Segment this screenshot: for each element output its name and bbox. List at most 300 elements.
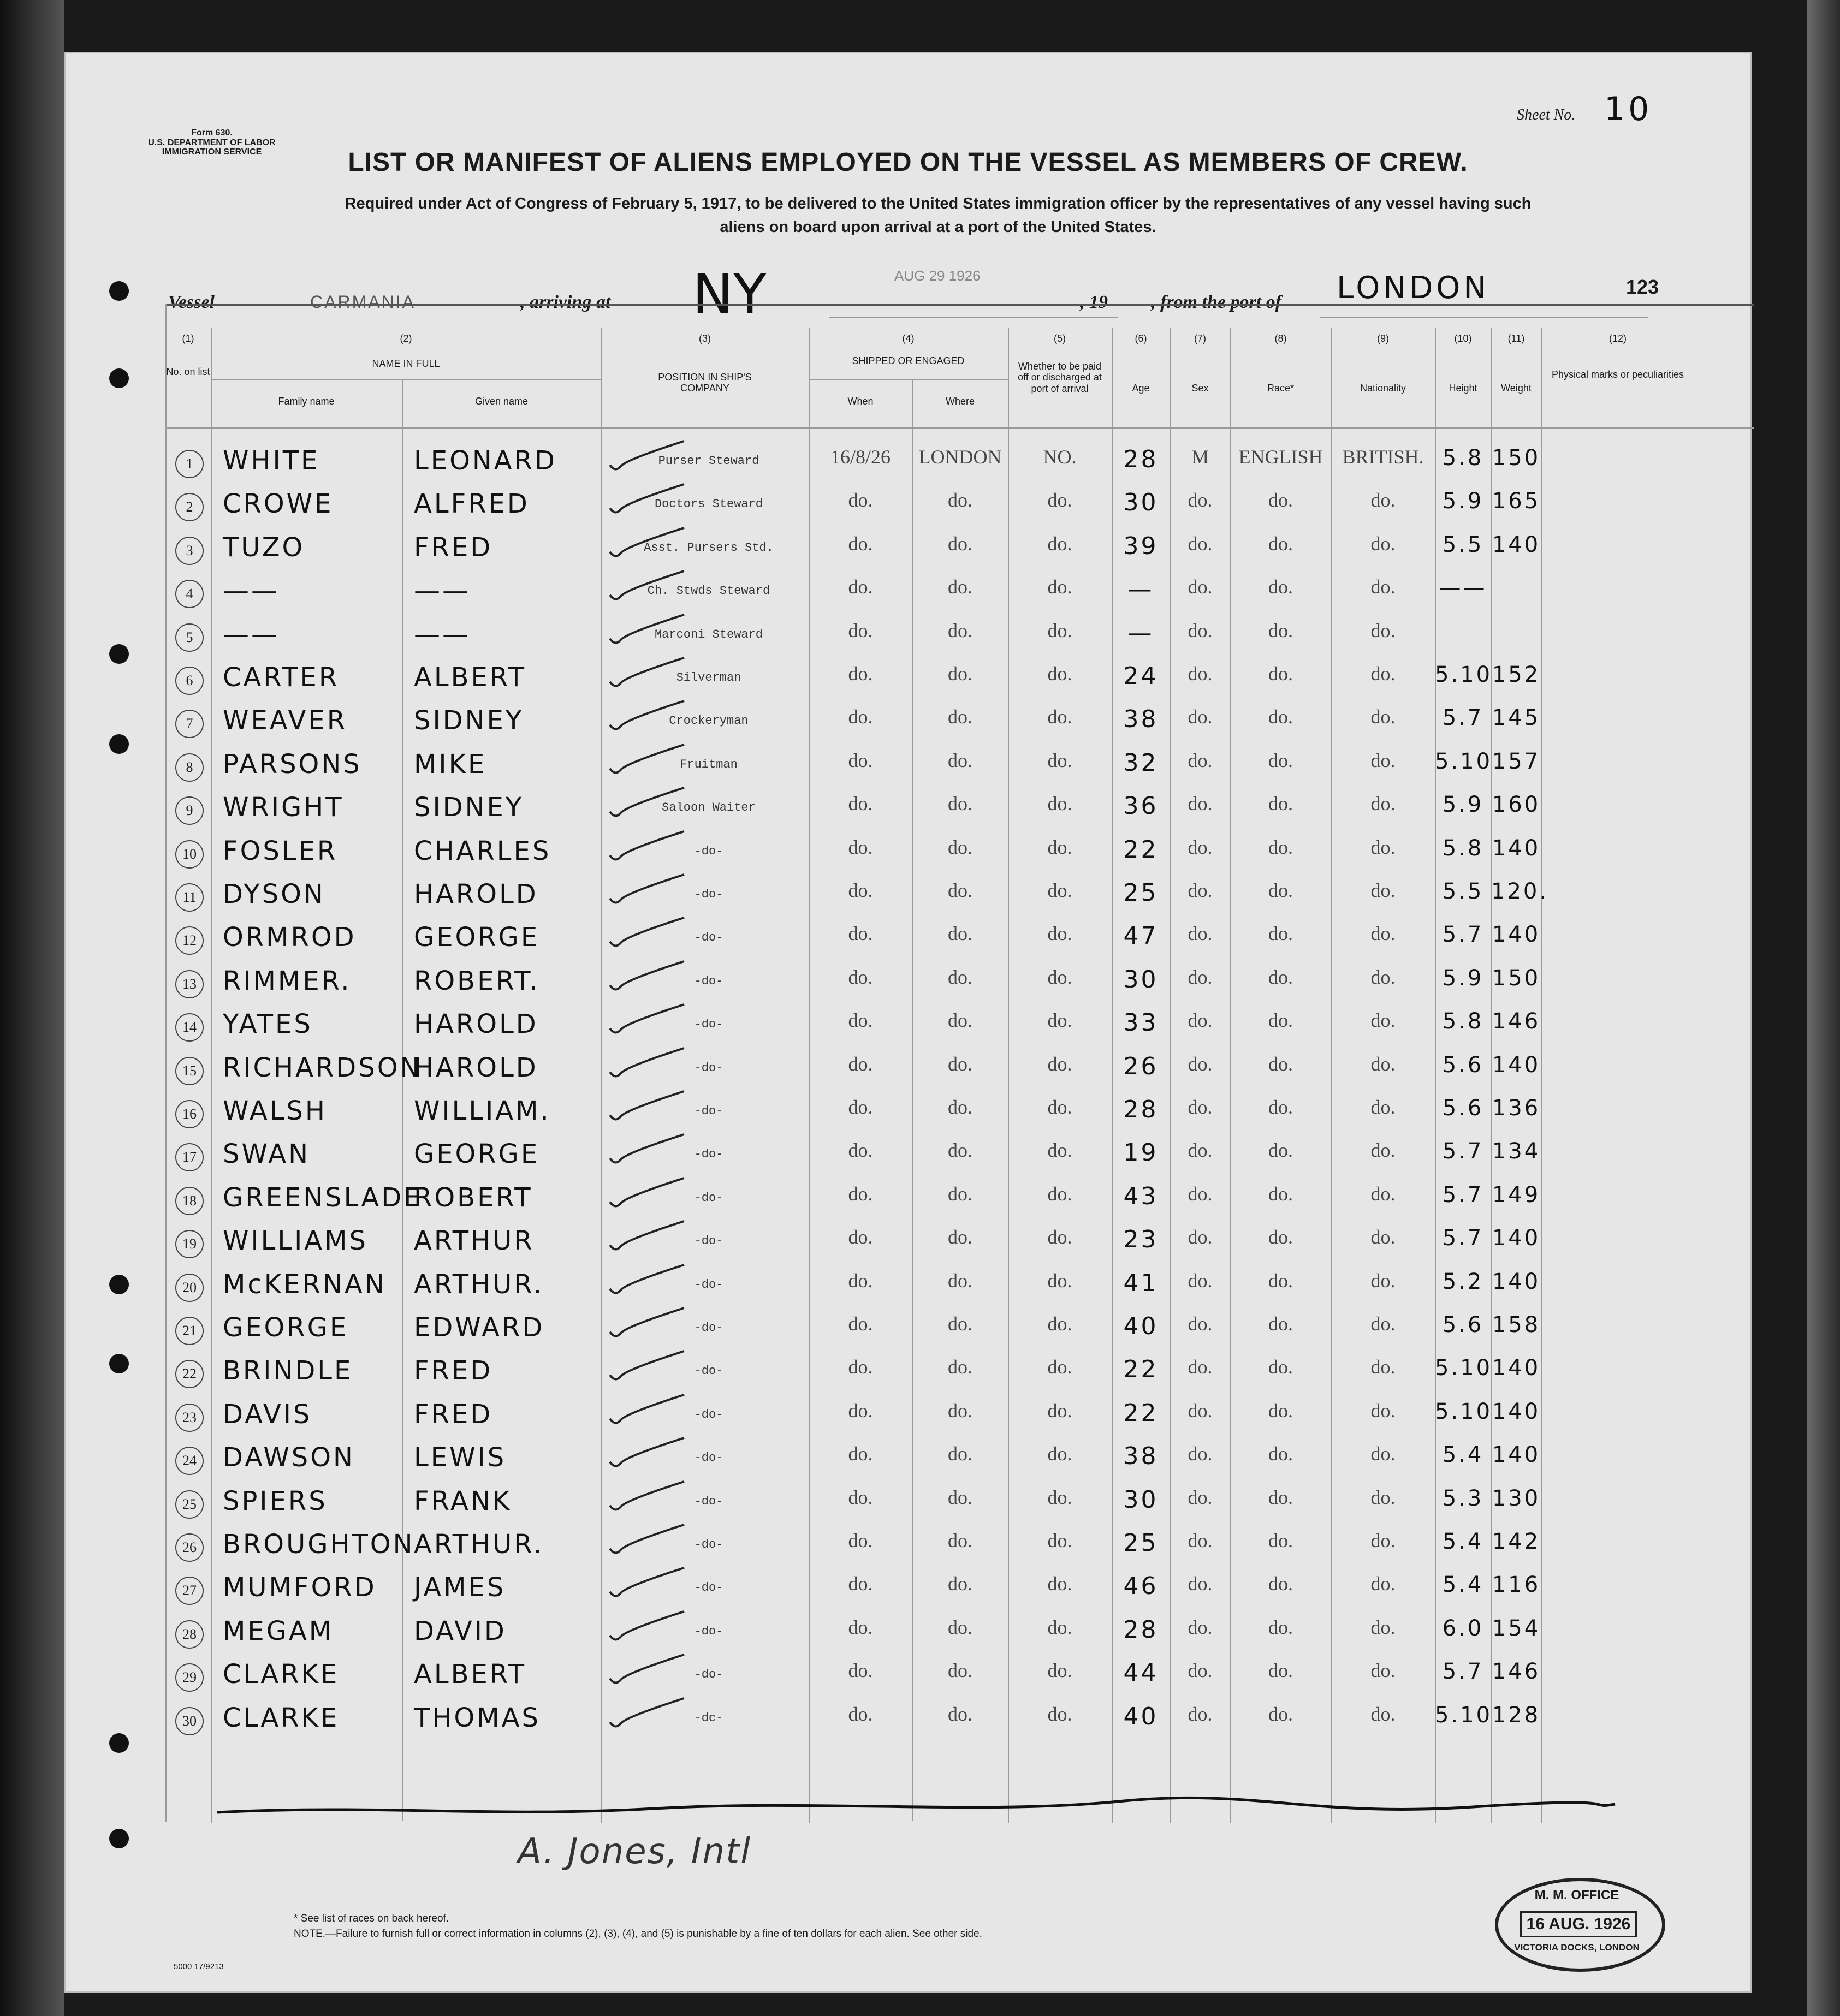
closing-line bbox=[217, 1788, 1615, 1831]
paid-off: do. bbox=[1047, 1399, 1072, 1422]
family-name: WHITE bbox=[223, 445, 320, 476]
col-header-name: NAME IN FULL bbox=[372, 358, 440, 369]
stamp-office: M. M. OFFICE bbox=[1534, 1888, 1619, 1902]
sex: do. bbox=[1188, 1182, 1213, 1205]
given-name: SIDNEY bbox=[414, 792, 524, 823]
race: do. bbox=[1268, 1226, 1293, 1248]
check-mark bbox=[608, 914, 690, 953]
shipped-where: do. bbox=[948, 1703, 972, 1725]
crew-row bbox=[64, 832, 1752, 876]
sex: do. bbox=[1188, 1616, 1213, 1638]
stamp-location: VICTORIA DOCKS, LONDON bbox=[1514, 1942, 1640, 1953]
form-number: Form 630. bbox=[191, 128, 233, 138]
age: 33 bbox=[1123, 1009, 1159, 1037]
race: do. bbox=[1268, 1660, 1293, 1682]
position: -do- bbox=[694, 1061, 723, 1075]
shipped-where: do. bbox=[948, 749, 972, 771]
nationality: do. bbox=[1370, 749, 1396, 771]
col-header-given: Given name bbox=[474, 396, 529, 407]
col3-number: (3) bbox=[699, 333, 711, 344]
family-name: FOSLER bbox=[223, 835, 338, 866]
shipped-when: do. bbox=[848, 836, 873, 858]
family-name: CLARKE bbox=[223, 1659, 340, 1690]
list-number: 23 bbox=[175, 1404, 204, 1432]
shipped-when: do. bbox=[848, 879, 873, 901]
sex: do. bbox=[1188, 1399, 1213, 1422]
check-mark bbox=[608, 1348, 690, 1386]
crew-row bbox=[64, 659, 1752, 702]
given-name: CHARLES bbox=[414, 835, 551, 866]
list-number: 24 bbox=[175, 1447, 204, 1475]
family-name: DYSON bbox=[223, 879, 325, 909]
height: 5.8 bbox=[1442, 1009, 1484, 1034]
paid-off: NO. bbox=[1043, 446, 1077, 468]
race: do. bbox=[1268, 923, 1293, 945]
check-mark bbox=[608, 1305, 690, 1343]
height: 5.3 bbox=[1442, 1485, 1484, 1511]
nationality: do. bbox=[1370, 1269, 1396, 1292]
check-mark bbox=[608, 1045, 690, 1083]
position: Ch. Stwds Steward bbox=[647, 584, 770, 598]
shipped-where: do. bbox=[948, 1269, 972, 1292]
sex: do. bbox=[1188, 1486, 1213, 1508]
list-number: 18 bbox=[175, 1187, 204, 1215]
col8-number: (8) bbox=[1274, 333, 1287, 344]
col-header-paid-off: Whether to be paid off or discharged at port of arrival bbox=[1018, 360, 1102, 395]
weight: 146 bbox=[1492, 1009, 1541, 1034]
list-number: 7 bbox=[175, 710, 204, 738]
paid-off: do. bbox=[1047, 793, 1072, 815]
sex: do. bbox=[1188, 706, 1213, 728]
weight: 120. bbox=[1491, 879, 1549, 904]
race: do. bbox=[1268, 1096, 1293, 1118]
shipped-when: do. bbox=[848, 532, 873, 555]
list-number: 8 bbox=[175, 753, 204, 782]
paid-off: do. bbox=[1047, 1009, 1072, 1032]
paid-off: do. bbox=[1047, 576, 1072, 598]
list-number: 12 bbox=[175, 926, 204, 955]
crew-row bbox=[64, 962, 1752, 1006]
weight: 165 bbox=[1492, 489, 1541, 514]
col12-number: (12) bbox=[1608, 333, 1627, 344]
sheet-number: 10 bbox=[1604, 90, 1653, 128]
nationality: do. bbox=[1370, 619, 1396, 641]
shipped-when: do. bbox=[848, 1313, 873, 1335]
family-name: CARTER bbox=[223, 662, 340, 693]
race: do. bbox=[1268, 879, 1293, 901]
nationality: do. bbox=[1370, 706, 1396, 728]
race: do. bbox=[1268, 749, 1293, 771]
nationality: do. bbox=[1370, 1573, 1396, 1595]
list-number: 3 bbox=[175, 537, 204, 565]
height: 5.10 bbox=[1435, 748, 1493, 774]
race: do. bbox=[1268, 532, 1293, 555]
sex: do. bbox=[1188, 923, 1213, 945]
height: 5.7 bbox=[1442, 1226, 1484, 1251]
shipped-when: do. bbox=[848, 749, 873, 771]
age: 28 bbox=[1123, 1615, 1159, 1644]
subtitle-line-1: Required under Act of Congress of February 5, 1917, to be delivered to the United States immigration officer by the representatives of any vessel having such bbox=[345, 195, 1532, 212]
position: -do- bbox=[694, 844, 723, 858]
height: 5.2 bbox=[1442, 1269, 1484, 1294]
race: do. bbox=[1268, 966, 1293, 988]
height: 5.10 bbox=[1435, 1399, 1493, 1424]
position: -do- bbox=[694, 1494, 723, 1508]
from-port-label: , from the port of bbox=[1151, 292, 1281, 312]
weight: 150 bbox=[1492, 445, 1541, 471]
paid-off: do. bbox=[1047, 1703, 1072, 1725]
crew-row bbox=[64, 1006, 1752, 1049]
shipped-when: do. bbox=[848, 1096, 873, 1118]
col2-number: (2) bbox=[400, 333, 412, 344]
crew-row bbox=[64, 1049, 1752, 1092]
age: 32 bbox=[1123, 748, 1159, 777]
nationality: do. bbox=[1370, 1399, 1396, 1422]
shipped-where: do. bbox=[948, 1443, 972, 1465]
family-name: PARSONS bbox=[223, 748, 362, 780]
check-mark bbox=[608, 1521, 690, 1560]
race: do. bbox=[1268, 663, 1293, 685]
list-number: 14 bbox=[175, 1013, 204, 1042]
position: -do- bbox=[694, 888, 723, 901]
height: 5.6 bbox=[1442, 1312, 1484, 1337]
nationality: do. bbox=[1370, 879, 1396, 901]
given-name: LEWIS bbox=[414, 1442, 507, 1473]
position: -do- bbox=[694, 1321, 723, 1335]
crew-row bbox=[64, 876, 1752, 919]
race: do. bbox=[1268, 576, 1293, 598]
check-mark bbox=[608, 1565, 690, 1603]
paid-off: do. bbox=[1047, 1139, 1072, 1162]
given-name: FRED bbox=[414, 532, 493, 563]
age: 47 bbox=[1123, 922, 1159, 950]
shipped-when: do. bbox=[848, 619, 873, 641]
list-number: 22 bbox=[175, 1360, 204, 1388]
nationality: do. bbox=[1370, 1182, 1396, 1205]
given-name: THOMAS bbox=[414, 1702, 541, 1733]
check-mark bbox=[608, 1001, 690, 1039]
shipped-where: do. bbox=[948, 836, 972, 858]
check-mark bbox=[608, 481, 690, 519]
position: Doctors Steward bbox=[654, 497, 763, 512]
shipped-when: do. bbox=[848, 1486, 873, 1508]
family-name: YATES bbox=[223, 1009, 313, 1040]
weight: 149 bbox=[1492, 1182, 1541, 1208]
family-name: SWAN bbox=[223, 1139, 311, 1170]
shipped-where: do. bbox=[948, 706, 972, 728]
punch-hole bbox=[109, 281, 129, 301]
shipped-when: do. bbox=[848, 1530, 873, 1551]
position: Fruitman bbox=[680, 757, 738, 771]
family-name: MUMFORD bbox=[223, 1572, 377, 1603]
race: do. bbox=[1268, 1399, 1293, 1422]
nationality: do. bbox=[1370, 1226, 1396, 1248]
shipped-where: do. bbox=[948, 619, 972, 641]
col-header-weight: Weight bbox=[1501, 382, 1532, 394]
given-name: —— bbox=[414, 619, 471, 650]
arriving-label: , arriving at bbox=[520, 292, 611, 312]
paid-off: do. bbox=[1047, 879, 1072, 901]
family-name: DAVIS bbox=[223, 1399, 312, 1430]
check-mark bbox=[608, 655, 690, 693]
sex: do. bbox=[1188, 793, 1213, 815]
sex: do. bbox=[1188, 663, 1213, 685]
given-name: —— bbox=[414, 575, 471, 606]
year-label: , 19 bbox=[1080, 292, 1108, 312]
height: 5.5 bbox=[1442, 532, 1484, 557]
weight: 140 bbox=[1492, 922, 1541, 948]
col-header-height: Height bbox=[1449, 382, 1477, 394]
family-name: DAWSON bbox=[223, 1442, 355, 1473]
print-code: 5000 17/9213 bbox=[174, 1962, 224, 1971]
height: —— bbox=[1439, 575, 1487, 601]
list-number: 28 bbox=[175, 1620, 204, 1649]
given-name: DAVID bbox=[414, 1615, 507, 1646]
shipped-when: do. bbox=[848, 1443, 873, 1465]
list-number: 25 bbox=[175, 1490, 204, 1519]
sex: do. bbox=[1188, 576, 1213, 598]
given-name: WILLIAM. bbox=[414, 1096, 551, 1126]
shipped-where: do. bbox=[948, 1573, 972, 1595]
list-number: 19 bbox=[175, 1230, 204, 1258]
paid-off: do. bbox=[1047, 749, 1072, 771]
age: 25 bbox=[1123, 879, 1159, 907]
race: ENGLISH bbox=[1238, 446, 1323, 468]
age: 25 bbox=[1123, 1529, 1159, 1557]
date-stamp: AUG 29 1926 bbox=[894, 267, 981, 284]
race: do. bbox=[1268, 706, 1293, 728]
check-mark bbox=[608, 611, 690, 650]
family-name: —— bbox=[223, 575, 280, 606]
weight: 130 bbox=[1492, 1485, 1541, 1511]
shipped-where: do. bbox=[948, 966, 972, 988]
shipped-where: do. bbox=[948, 1096, 972, 1118]
office-stamp bbox=[1495, 1878, 1665, 1972]
position: -do- bbox=[694, 974, 723, 988]
race: do. bbox=[1268, 1009, 1293, 1032]
check-mark bbox=[608, 741, 690, 780]
family-name: ORMROD bbox=[223, 922, 357, 953]
position: -do- bbox=[694, 1581, 723, 1595]
col-header-nationality: Nationality bbox=[1360, 382, 1406, 394]
family-name: McKERNAN bbox=[223, 1269, 387, 1300]
family-name: BRINDLE bbox=[223, 1355, 353, 1387]
crew-row bbox=[64, 1656, 1752, 1699]
vessel-name: CARMANIA bbox=[310, 292, 416, 312]
stamp-date: 16 AUG. 1926 bbox=[1520, 1911, 1637, 1937]
check-mark bbox=[608, 568, 690, 606]
paid-off: do. bbox=[1047, 1096, 1072, 1118]
col-header-when: When bbox=[847, 396, 874, 407]
check-mark bbox=[608, 1088, 690, 1126]
weight: 140 bbox=[1492, 835, 1541, 861]
height: 5.10 bbox=[1435, 1702, 1493, 1728]
sex: do. bbox=[1188, 619, 1213, 641]
sex: do. bbox=[1188, 1530, 1213, 1551]
shipped-when: do. bbox=[848, 1616, 873, 1638]
race: do. bbox=[1268, 1052, 1293, 1075]
shipped-where: do. bbox=[948, 1616, 972, 1638]
age: 28 bbox=[1123, 445, 1159, 473]
position: Saloon Waiter bbox=[662, 801, 756, 815]
sex: do. bbox=[1188, 1703, 1213, 1725]
given-name: ALBERT bbox=[414, 1659, 527, 1690]
vessel-label: Vessel bbox=[168, 292, 215, 312]
shipped-when: do. bbox=[848, 1269, 873, 1292]
nationality: do. bbox=[1370, 1096, 1396, 1118]
paid-off: do. bbox=[1047, 1443, 1072, 1465]
shipped-where: do. bbox=[948, 1486, 972, 1508]
check-mark bbox=[608, 525, 690, 563]
weight: 157 bbox=[1492, 748, 1541, 774]
height: 5.7 bbox=[1442, 922, 1484, 948]
nationality: do. bbox=[1370, 576, 1396, 598]
given-name: MIKE bbox=[414, 748, 487, 780]
shipped-when: do. bbox=[848, 1139, 873, 1162]
punch-hole bbox=[109, 368, 129, 388]
sex: do. bbox=[1188, 879, 1213, 901]
nationality: do. bbox=[1370, 1703, 1396, 1725]
height: 5.8 bbox=[1442, 445, 1484, 471]
paid-off: do. bbox=[1047, 489, 1072, 512]
race: do. bbox=[1268, 793, 1293, 815]
weight: 142 bbox=[1492, 1529, 1541, 1554]
height: 6.0 bbox=[1442, 1615, 1484, 1641]
col11-number: (11) bbox=[1507, 333, 1525, 344]
given-name: ROBERT. bbox=[414, 965, 541, 996]
paid-off: do. bbox=[1047, 1313, 1072, 1335]
paid-off: do. bbox=[1047, 706, 1072, 728]
list-number: 10 bbox=[175, 840, 204, 869]
sheet-label: Sheet No. bbox=[1517, 106, 1576, 123]
paid-off: do. bbox=[1047, 1269, 1072, 1292]
weight: 140 bbox=[1492, 1442, 1541, 1468]
crew-row bbox=[64, 485, 1752, 528]
list-number: 27 bbox=[175, 1577, 204, 1605]
crew-row bbox=[64, 1179, 1752, 1222]
shipped-when: do. bbox=[848, 1052, 873, 1075]
sex: do. bbox=[1188, 489, 1213, 512]
paid-off: do. bbox=[1047, 1660, 1072, 1682]
shipped-when: do. bbox=[848, 793, 873, 815]
col-header-race: Race* bbox=[1267, 382, 1295, 394]
shipped-when: do. bbox=[848, 1356, 873, 1378]
list-number: 30 bbox=[175, 1707, 204, 1735]
given-name: LEONARD bbox=[414, 445, 557, 476]
given-name: FRED bbox=[414, 1399, 493, 1430]
sex: do. bbox=[1188, 1052, 1213, 1075]
check-mark bbox=[608, 438, 690, 476]
shipped-where: do. bbox=[948, 1052, 972, 1075]
family-name: GEORGE bbox=[223, 1312, 349, 1343]
crew-row bbox=[64, 1309, 1752, 1352]
family-name: BROUGHTON bbox=[223, 1529, 415, 1560]
family-name: WILLIAMS bbox=[223, 1226, 368, 1257]
list-number: 2 bbox=[175, 493, 204, 521]
family-name: GREENSLADE bbox=[223, 1182, 423, 1213]
scan-left-edge bbox=[0, 0, 64, 2016]
col-header-sex: Sex bbox=[1191, 382, 1209, 394]
col9-number: (9) bbox=[1377, 333, 1389, 344]
departure-port: LONDON bbox=[1337, 270, 1490, 306]
check-mark bbox=[608, 1695, 690, 1733]
given-name: JAMES bbox=[414, 1572, 506, 1603]
shipped-when: do. bbox=[848, 489, 873, 512]
given-name: SIDNEY bbox=[414, 705, 524, 736]
race: do. bbox=[1268, 1530, 1293, 1551]
race: do. bbox=[1268, 1356, 1293, 1378]
position: -do- bbox=[694, 1668, 723, 1682]
check-mark bbox=[608, 1478, 690, 1517]
weight: 136 bbox=[1492, 1096, 1541, 1121]
paid-off: do. bbox=[1047, 1573, 1072, 1595]
col6-number: (6) bbox=[1135, 333, 1147, 344]
paid-off: do. bbox=[1047, 1356, 1072, 1378]
weight: 140 bbox=[1492, 1226, 1541, 1251]
shipped-when: do. bbox=[848, 1703, 873, 1725]
position: -do- bbox=[694, 1451, 723, 1465]
officer-signature: A. Jones, Intl bbox=[518, 1831, 751, 1872]
age: 40 bbox=[1123, 1702, 1159, 1730]
shipped-when: do. bbox=[848, 706, 873, 728]
col4-number: (4) bbox=[902, 333, 915, 344]
given-name: ARTHUR bbox=[414, 1226, 535, 1257]
nationality: do. bbox=[1370, 1530, 1396, 1551]
col-header-family: Family name bbox=[278, 396, 335, 407]
given-name: GEORGE bbox=[414, 1139, 540, 1170]
sex: do. bbox=[1188, 532, 1213, 555]
paid-off: do. bbox=[1047, 1486, 1072, 1508]
given-name: HAROLD bbox=[414, 879, 538, 909]
age: 44 bbox=[1123, 1659, 1159, 1687]
sex: do. bbox=[1188, 1226, 1213, 1248]
list-number: 29 bbox=[175, 1663, 204, 1692]
paid-off: do. bbox=[1047, 1616, 1072, 1638]
list-number: 13 bbox=[175, 970, 204, 998]
position: -do- bbox=[694, 1147, 723, 1162]
paid-off: do. bbox=[1047, 1530, 1072, 1551]
crew-row bbox=[64, 572, 1752, 615]
list-number: 21 bbox=[175, 1317, 204, 1345]
crew-row bbox=[64, 1352, 1752, 1395]
age: 43 bbox=[1123, 1182, 1159, 1210]
shipped-when: do. bbox=[848, 923, 873, 945]
family-name: SPIERS bbox=[223, 1485, 328, 1517]
weight: 160 bbox=[1492, 792, 1541, 818]
crew-row bbox=[64, 1396, 1752, 1439]
given-name: HAROLD bbox=[414, 1009, 538, 1040]
col10-number: (10) bbox=[1454, 333, 1472, 344]
weight: 145 bbox=[1492, 705, 1541, 731]
shipped-when: do. bbox=[848, 966, 873, 988]
sex: do. bbox=[1188, 1009, 1213, 1032]
shipped-when: do. bbox=[848, 1660, 873, 1682]
weight: 116 bbox=[1492, 1572, 1541, 1598]
paid-off: do. bbox=[1047, 836, 1072, 858]
position: -do- bbox=[694, 1018, 723, 1032]
page-number: 123 bbox=[1626, 276, 1659, 298]
list-number: 17 bbox=[175, 1143, 204, 1171]
age: 46 bbox=[1123, 1572, 1159, 1601]
given-name: GEORGE bbox=[414, 922, 540, 953]
height: 5.7 bbox=[1442, 705, 1484, 731]
age: 38 bbox=[1123, 1442, 1159, 1471]
list-number: 26 bbox=[175, 1533, 204, 1562]
weight: 134 bbox=[1492, 1139, 1541, 1164]
age: 19 bbox=[1123, 1139, 1159, 1167]
age: 24 bbox=[1123, 662, 1159, 690]
height: 5.5 bbox=[1442, 879, 1484, 904]
